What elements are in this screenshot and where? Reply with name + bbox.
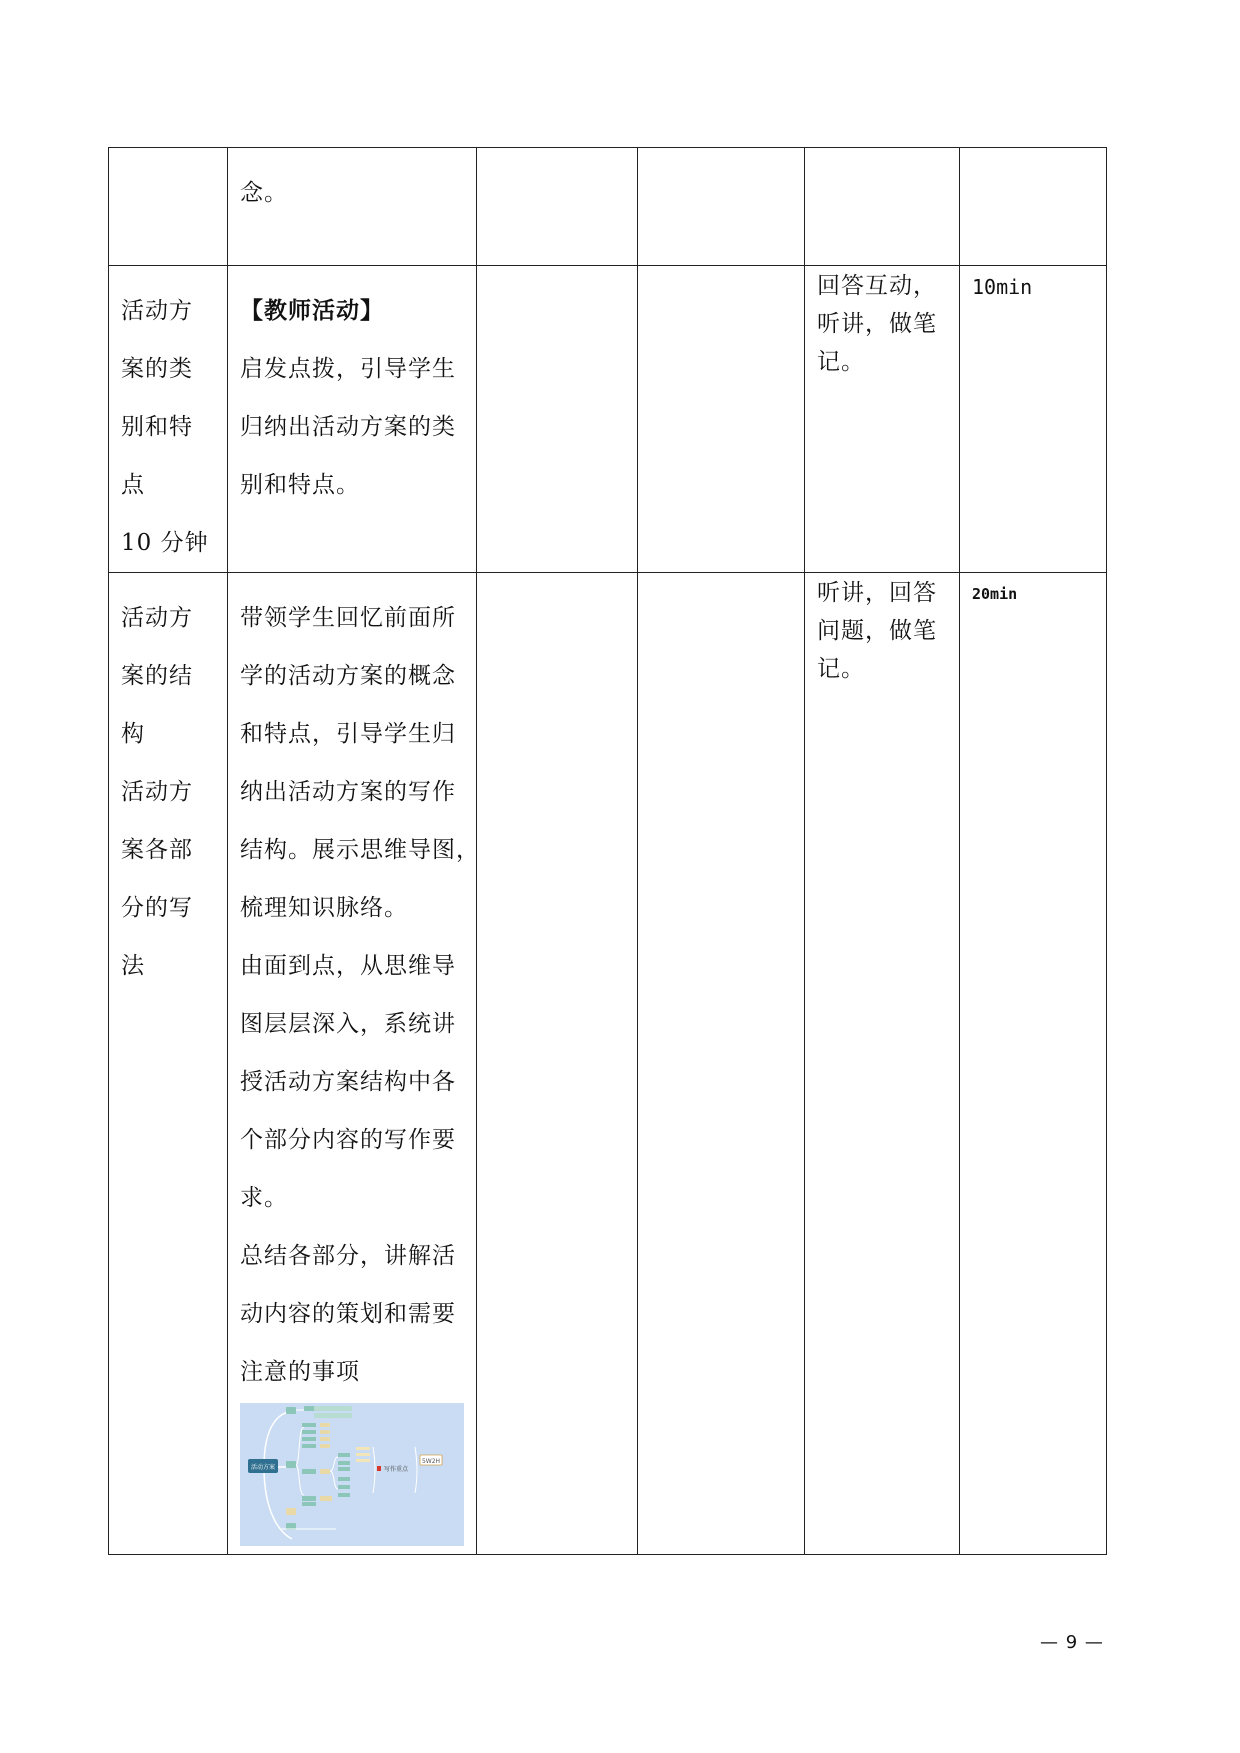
text-line: 个部分内容的写作要 [240, 1127, 456, 1153]
cell-time [960, 266, 1107, 573]
text-line: 带领学生回忆前面所 [240, 605, 456, 631]
mindmap-root-label: 活动方案 [250, 1464, 276, 1471]
cell-empty [477, 573, 638, 1555]
cell-teacher-activity [228, 266, 477, 573]
text-line: 纳出活动方案的写作 [240, 779, 456, 805]
duration-label: 10min [972, 275, 1033, 299]
text-line: 归纳出活动方案的类 [240, 414, 456, 440]
duration-label: 20min [972, 585, 1018, 603]
text-line: 求。 [240, 1185, 288, 1211]
text-line: 记。 [817, 349, 865, 375]
cell-time [960, 573, 1107, 1555]
text-line: 问题，做笔 [817, 618, 937, 644]
text-line: 图层层深入，系统讲 [240, 1011, 456, 1037]
page-number: — 9 — [1040, 1632, 1104, 1653]
cell-student-activity [805, 148, 960, 266]
text-line: 案的结 [121, 663, 193, 689]
cell-empty [477, 266, 638, 573]
text-line: 案各部 [121, 837, 193, 863]
cell-student-activity [805, 266, 960, 573]
text-line: 回答互动， [817, 273, 937, 299]
text-line: 授活动方案结构中各 [240, 1069, 456, 1095]
text-line: 10 分钟 [121, 530, 209, 556]
cell-teacher-activity [228, 573, 480, 1555]
text-line: 总结各部分，讲解活 [240, 1243, 456, 1269]
cell-topic [109, 266, 228, 573]
mindmap-highlight-label: 写作重点 [384, 1466, 409, 1473]
cell-time [960, 148, 1107, 266]
text-line: 结构。展示思维导图， [240, 837, 480, 863]
section-heading: 【教师活动】 [240, 298, 384, 324]
text-line: 点 [121, 472, 145, 498]
cell-topic [109, 148, 228, 266]
text-line: 法 [121, 953, 145, 979]
text-line: 案的类 [121, 356, 193, 382]
text-line: 听讲，做笔 [817, 311, 937, 337]
text-line: 分的写 [121, 895, 193, 921]
cell-empty [477, 148, 638, 266]
cell-empty [638, 573, 805, 1555]
cell-empty [638, 148, 805, 266]
text-line: 活动方 [121, 779, 193, 805]
cell-student-activity [805, 573, 960, 1555]
text-line: 别和特 [121, 414, 193, 440]
text-line: 动内容的策划和需要 [240, 1301, 456, 1327]
text-line: 学的活动方案的概念 [240, 663, 456, 689]
lesson-plan-table [108, 147, 1107, 1555]
mind-map-image [240, 1403, 464, 1546]
text-line: 记。 [817, 656, 865, 682]
text-line: 别和特点。 [240, 472, 360, 498]
text-line: 启发点拨，引导学生 [240, 356, 456, 382]
table-row [109, 573, 1107, 1555]
cell-topic [109, 573, 228, 1555]
text-line: 梳理知识脉络。 [240, 895, 408, 921]
text-line: 构 [121, 721, 145, 747]
text-line: 念。 [240, 180, 288, 206]
table-row [109, 148, 1107, 266]
text-line: 由面到点，从思维导 [240, 953, 456, 979]
cell-empty [638, 266, 805, 573]
text-line: 注意的事项 [240, 1359, 360, 1385]
text-line: 和特点，引导学生归 [240, 721, 456, 747]
text-line: 听讲，回答 [817, 580, 937, 606]
cell-teacher-activity [228, 148, 477, 266]
mindmap-tag-label: 5W2H [421, 1458, 441, 1465]
text-line: 活动方 [121, 605, 193, 631]
table-row [109, 266, 1107, 573]
text-line: 活动方 [121, 298, 193, 324]
